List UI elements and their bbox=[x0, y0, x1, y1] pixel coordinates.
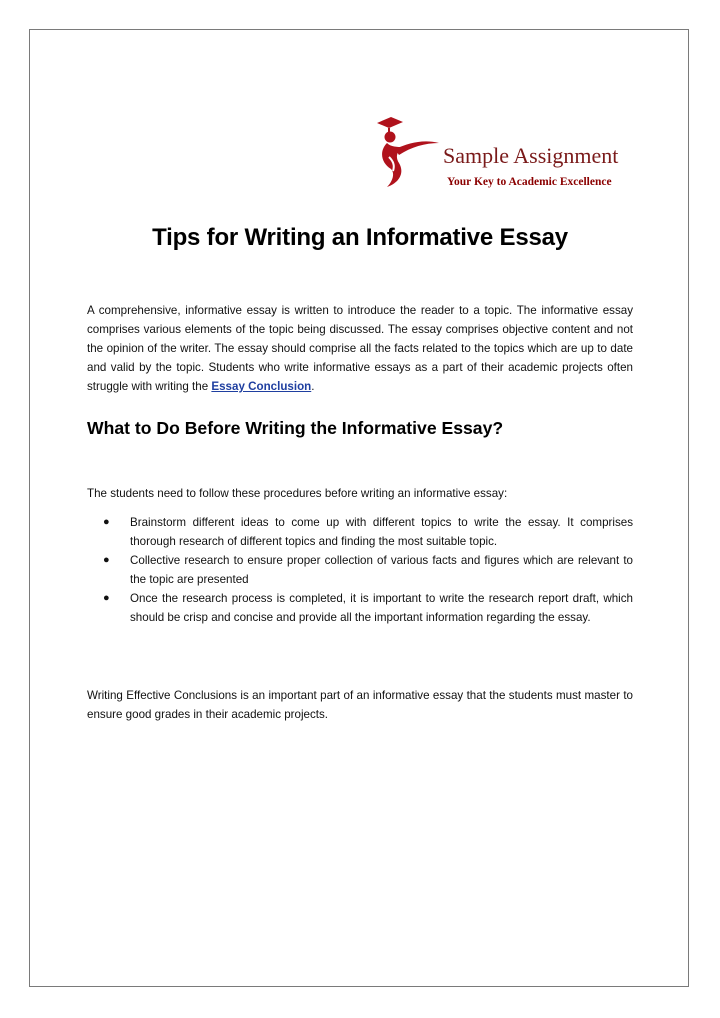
list-item-text: Collective research to ensure proper collection of various facts and figures which are relevant to the topic are presented bbox=[130, 554, 633, 586]
page-title: Tips for Writing an Informative Essay bbox=[152, 224, 568, 251]
essay-conclusion-link[interactable]: Essay Conclusion bbox=[211, 380, 312, 393]
section-heading: What to Do Before Writing the Informative Essay? bbox=[87, 418, 504, 438]
logo-tagline-text: Your Key to Academic Excellence bbox=[447, 176, 612, 188]
bullet-icon: ● bbox=[103, 592, 110, 604]
bullet-icon: ● bbox=[103, 554, 110, 566]
intro-paragraph bbox=[87, 301, 633, 396]
list-item bbox=[87, 589, 633, 627]
list-item bbox=[87, 551, 633, 589]
logo-brand-text: Sample Assignment bbox=[443, 143, 619, 168]
list-item bbox=[87, 513, 633, 551]
list-item-text: Brainstorm different ideas to come up with different topics to write the essay. It comprises thorough research of different topics and finding the most suitable topic. bbox=[130, 516, 633, 548]
lead-paragraph: The students need to follow these procedures before writing an informative essay: bbox=[87, 487, 508, 500]
bullet-icon: ● bbox=[103, 516, 110, 528]
list-item-text: Once the research process is completed, it is important to write the research report draft, which should be crisp and concise and provide all the important information regarding the essay. bbox=[130, 592, 633, 624]
intro-end: . bbox=[311, 380, 315, 393]
intro-text: A comprehensive, informative essay is written to introduce the reader to a topic. The informative essay comprises various elements of the topic being discussed. The essay comprises objective content and not the opinion of the writer. The essay should comprise all the facts related to the topics which are up to date and valid by the topic. Students who write informative essays as a part of their academic projects often struggle with writing the bbox=[87, 304, 633, 393]
procedure-list bbox=[87, 513, 633, 627]
sample-assignment-logo bbox=[373, 113, 635, 193]
closing-paragraph: Writing Effective Conclusions is an important part of an informative essay that the students must master to ensure good grades in their academic projects. bbox=[87, 689, 633, 721]
graduation-cap-figure-icon bbox=[377, 117, 439, 187]
